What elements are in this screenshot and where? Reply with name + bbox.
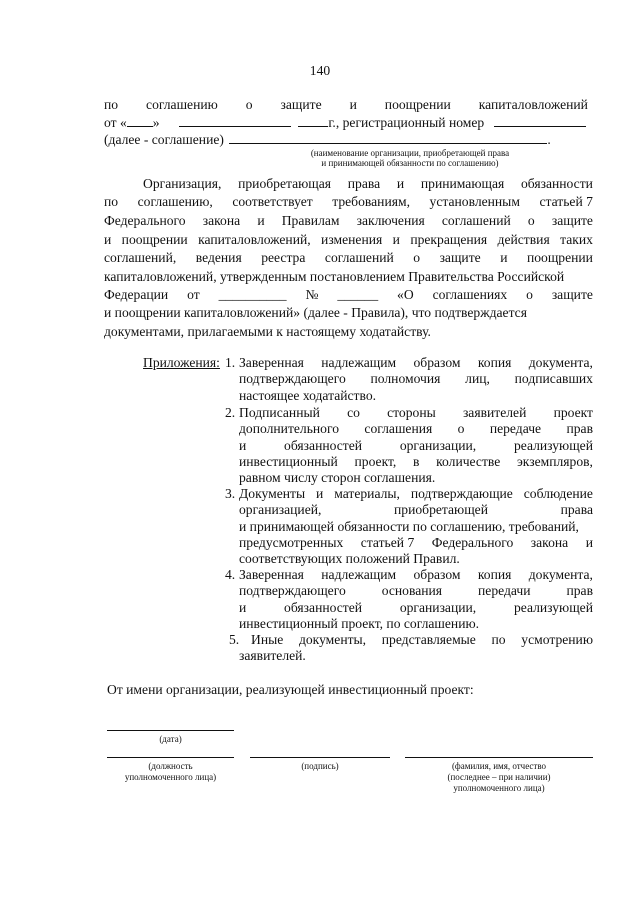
word: инвестиционный проект, по соглашению.: [239, 616, 480, 631]
word: документами, прилагаемыми к настоящему ходатайству.: [104, 324, 431, 339]
word: №: [305, 287, 319, 302]
year-field: [298, 114, 328, 127]
signature-label: (подпись): [301, 761, 339, 771]
word: равном числу сторон соглашения.: [239, 470, 436, 485]
word: надлежащим: [321, 567, 397, 582]
word: передачи: [478, 583, 531, 598]
word: по: [104, 194, 119, 209]
word: Федерального: [104, 213, 186, 228]
full-name-line: [405, 757, 593, 758]
word: подтверждающего: [239, 371, 346, 386]
word: права: [560, 502, 593, 517]
word: Документы: [239, 486, 306, 501]
word: соглашению: [146, 97, 218, 112]
word: установленным: [429, 194, 520, 209]
word: реестра: [261, 250, 306, 265]
attachment-line: [239, 469, 435, 486]
word: обязанностей: [284, 600, 363, 615]
word: подтверждающие: [410, 486, 513, 501]
word: документа,: [528, 567, 593, 582]
word: Подписанный: [239, 405, 320, 420]
word: Иные: [251, 632, 284, 647]
word: предусмотренных: [239, 535, 344, 550]
word: поощрении: [384, 97, 451, 112]
word: о: [413, 250, 421, 265]
word: обязанностей: [284, 438, 363, 453]
word: Организация,: [143, 176, 222, 191]
word: в: [413, 454, 420, 469]
position-label-2: уполномоченного лица): [124, 772, 217, 782]
word: поощрении: [121, 232, 188, 247]
attachment-line: [239, 453, 593, 470]
body-line: [104, 323, 431, 340]
word: соглашениях: [432, 287, 508, 302]
word: передаче: [489, 421, 542, 436]
header-line-1: [104, 96, 588, 113]
word: о: [245, 97, 253, 112]
word: по: [491, 632, 506, 647]
page-number: 140: [309, 63, 331, 78]
attachment-line: [239, 354, 593, 371]
attachment-number: 1.: [225, 355, 236, 370]
month-field: [179, 114, 291, 127]
word: дополнительного: [239, 421, 340, 436]
attachment-line: [239, 599, 593, 616]
word: подписавших: [514, 371, 593, 386]
word: реализующей: [513, 600, 593, 615]
word: приобретающей: [394, 502, 488, 517]
registration-number-field: [494, 114, 586, 127]
date-prefix: от «: [104, 115, 127, 130]
word: от: [187, 287, 200, 302]
attachment-line: [239, 534, 593, 551]
word: соглашений: [324, 250, 394, 265]
word: ведения: [195, 250, 242, 265]
word: и: [585, 535, 593, 550]
word: прекращения: [410, 232, 488, 247]
word: и: [316, 486, 324, 501]
date-line: [107, 730, 234, 731]
word: требованиям,: [332, 194, 410, 209]
body-line: [104, 268, 593, 285]
word: соглашению,: [137, 194, 213, 209]
word: о: [526, 287, 533, 302]
word: поощрении: [526, 250, 593, 265]
attachment-line: [239, 404, 593, 421]
day-field: [127, 114, 153, 127]
word: и: [396, 176, 405, 191]
attachment-number: 5.: [229, 632, 240, 647]
word: образом: [413, 567, 461, 582]
word: капиталовложений, утвержденным постановлением Правительства Российской: [104, 269, 565, 284]
signature-line: [250, 757, 390, 758]
word: таких: [560, 232, 593, 247]
word: и: [349, 97, 357, 112]
word: обязанности: [520, 176, 593, 191]
word: заключения: [356, 213, 425, 228]
word: и поощрении капиталовложений» (далее - Правила), что подтверждается: [104, 305, 527, 320]
attachment-line: [239, 647, 306, 664]
word: подтверждающего: [239, 583, 346, 598]
agreement-note: (далее - соглашение): [104, 132, 224, 147]
word: действия: [497, 232, 550, 247]
word: документы,: [298, 632, 367, 647]
word: со: [347, 405, 360, 420]
word: защите: [439, 250, 481, 265]
word: организацией,: [239, 502, 322, 517]
word: проект,: [354, 454, 397, 469]
attachment-line: [239, 550, 460, 567]
body-line: [104, 212, 593, 229]
word: копия: [477, 567, 512, 582]
word: ______: [337, 287, 379, 302]
word: представляемые: [381, 632, 476, 647]
word: заявителей: [462, 405, 527, 420]
body-line: [143, 175, 593, 192]
full-name-label-2: (последнее – при наличии): [447, 772, 551, 782]
attachment-number: 3.: [225, 486, 236, 501]
registration-label: г., регистрационный номер: [328, 115, 485, 130]
word: надлежащим: [321, 355, 397, 370]
word: защите: [280, 97, 322, 112]
word: статьей 7: [360, 535, 415, 550]
word: «О: [397, 287, 414, 302]
full-name-label-3: уполномоченного лица): [453, 783, 545, 793]
word: о: [457, 421, 465, 436]
word: и: [257, 213, 265, 228]
date-label: (дата): [159, 734, 182, 744]
word: заявителей.: [239, 648, 306, 663]
position-line: [107, 757, 234, 758]
word: соблюдение: [523, 486, 593, 501]
organization-caption-1: (наименование организации, приобретающей права: [310, 148, 510, 158]
word: соглашений: [441, 213, 511, 228]
attachment-line: [239, 437, 593, 454]
word: закона: [202, 213, 241, 228]
attachment-line: [239, 420, 593, 437]
attachment-line: [239, 387, 376, 404]
word: капиталовложений,: [198, 232, 311, 247]
word: копия: [477, 355, 512, 370]
attachment-line: [239, 485, 593, 502]
word: статьей 7: [539, 194, 593, 209]
attachments-label: Приложения:: [143, 355, 220, 370]
organization-name-field: [229, 131, 547, 144]
word: защите: [551, 287, 593, 302]
attachment-line: [239, 370, 593, 387]
word: инвестиционный: [239, 454, 338, 469]
attachment-number: 4.: [225, 567, 236, 582]
word: соответствует: [232, 194, 313, 209]
word: капиталовложений: [478, 97, 588, 112]
organization-caption-2: и принимающей обязанности по соглашению): [321, 158, 499, 168]
word: защите: [551, 213, 593, 228]
body-line: [104, 286, 593, 303]
word: по: [104, 97, 119, 112]
body-line: [104, 304, 593, 321]
word: настоящее ходатайство.: [239, 388, 377, 403]
word: лиц,: [465, 371, 490, 386]
word: права: [347, 176, 381, 191]
word: соответствующих положений Правил.: [239, 551, 460, 566]
attachment-line: [239, 501, 593, 518]
header-line-3: [104, 131, 551, 148]
word: и принимающей обязанности по соглашению, требований,: [239, 519, 579, 534]
word: прав: [566, 421, 593, 436]
word: основания: [381, 583, 443, 598]
word: приобретающая: [238, 176, 332, 191]
attachment-line: [239, 518, 579, 535]
word: реализующей: [513, 438, 593, 453]
position-label-1: (должность: [148, 761, 193, 771]
word: Федерации: [104, 287, 169, 302]
word: образом: [413, 355, 461, 370]
full-name-label-1: (фамилия, имя, отчество: [451, 761, 547, 771]
word: материалы,: [334, 486, 400, 501]
word: проект: [553, 405, 593, 420]
word: документа,: [528, 355, 593, 370]
attachment-line: [251, 631, 593, 648]
body-line: [104, 231, 593, 248]
word: экземпляров,: [516, 454, 593, 469]
attachment-line: [239, 566, 593, 583]
word: и: [239, 600, 247, 615]
word: принимающая: [420, 176, 505, 191]
body-line: [104, 249, 593, 266]
word: соглашений,: [104, 250, 177, 265]
word: __________: [218, 287, 287, 302]
header-line-2: [104, 114, 586, 131]
word: закона: [530, 535, 569, 550]
body-line: [104, 193, 593, 210]
word: и: [104, 232, 112, 247]
on-behalf-text: От имени организации, реализующей инвестиционный проект:: [107, 682, 474, 697]
attachment-number: 2.: [225, 405, 236, 420]
word: стороны: [387, 405, 436, 420]
date-close-quote: »: [152, 115, 160, 130]
word: изменения: [321, 232, 383, 247]
word: полномочия: [370, 371, 441, 386]
attachment-line: [239, 615, 479, 632]
word: усмотрению: [521, 632, 593, 647]
word: и: [500, 250, 508, 265]
word: прав: [566, 583, 593, 598]
word: организации,: [399, 438, 477, 453]
word: организации,: [399, 600, 477, 615]
word: Правилам: [281, 213, 340, 228]
word: и: [392, 232, 400, 247]
word: соглашения: [364, 421, 433, 436]
word: количестве: [436, 454, 501, 469]
attachment-line: [239, 582, 593, 599]
header-end-period: .: [547, 132, 551, 147]
word: и: [239, 438, 247, 453]
word: о: [527, 213, 535, 228]
word: Заверенная: [239, 567, 304, 582]
word: Федерального: [431, 535, 514, 550]
word: Заверенная: [239, 355, 304, 370]
